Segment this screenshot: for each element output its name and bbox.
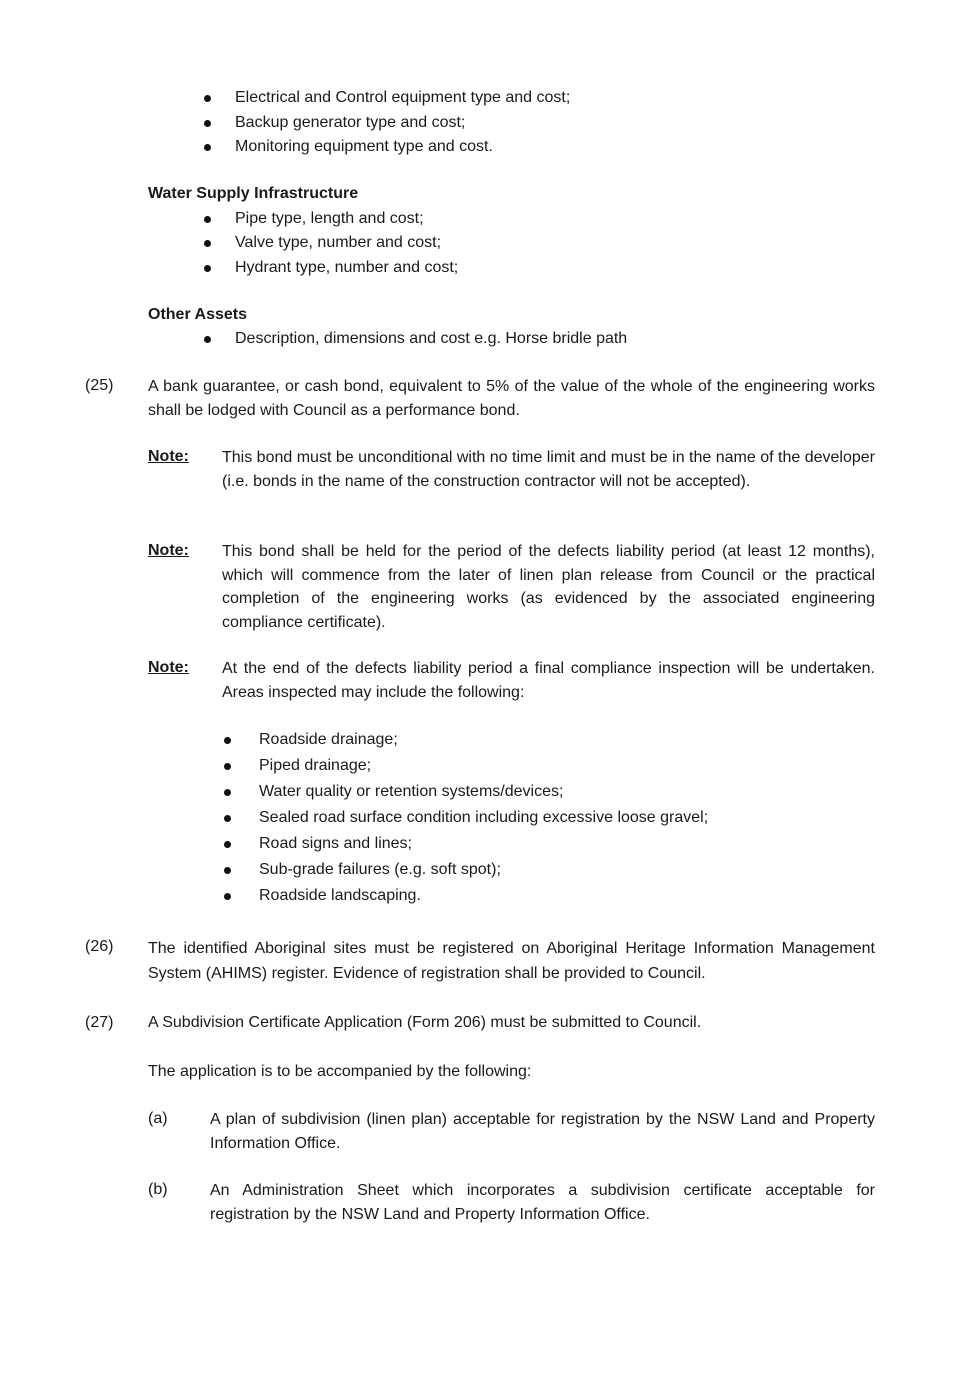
sub-item-label: (a) bbox=[148, 1110, 168, 1127]
bullet-icon bbox=[224, 841, 231, 848]
section-heading: Water Supply Infrastructure bbox=[148, 185, 359, 202]
note-label: Note: bbox=[148, 542, 189, 559]
list-item: Sub-grade failures (e.g. soft spot); bbox=[259, 861, 501, 878]
list-item: Pipe type, length and cost; bbox=[235, 210, 424, 227]
bullet-icon bbox=[204, 265, 211, 272]
list-item: Piped drainage; bbox=[259, 757, 372, 774]
list-item: Hydrant type, number and cost; bbox=[235, 259, 459, 276]
sub-item-text: A plan of subdivision (linen plan) acceptable for registration by the NSW Land and Property Information Office. bbox=[210, 1111, 875, 1152]
section-heading: Other Assets bbox=[148, 306, 247, 323]
condition-text: A bank guarantee, or cash bond, equivalent to 5% of the value of the whole of the engineering works shall be lodged with Council as a performance bond. bbox=[148, 378, 875, 419]
note-text: At the end of the defects liability period a final compliance inspection will be undertaken. Areas inspected may include the following: bbox=[222, 660, 875, 701]
condition-number: (26) bbox=[85, 938, 114, 955]
note-text: This bond must be unconditional with no time limit and must be in the name of the developer (i.e. bonds in the name of the construction contractor will not be accepted). bbox=[222, 449, 875, 490]
bullet-icon bbox=[224, 737, 231, 744]
bullet-icon bbox=[224, 815, 231, 822]
bullet-icon bbox=[204, 336, 211, 343]
note-text: This bond shall be held for the period of the defects liability period (at least 12 months), which will commence from the later of linen plan release from Council or the practical completion of the engineering works (as evidenced by the associated engineering compliance certificate). bbox=[222, 543, 875, 631]
list-item: Road signs and lines; bbox=[259, 835, 412, 852]
intro-text: The application is to be accompanied by the following: bbox=[148, 1063, 532, 1080]
bullet-icon bbox=[224, 789, 231, 796]
bullet-icon bbox=[224, 763, 231, 770]
list-item: Monitoring equipment type and cost. bbox=[235, 138, 493, 155]
bullet-icon bbox=[204, 240, 211, 247]
note-label: Note: bbox=[148, 659, 189, 676]
list-item: Roadside landscaping. bbox=[259, 887, 421, 904]
condition-text: The identified Aboriginal sites must be registered on Aboriginal Heritage Information Management System (AHIMS) register. Evidence of registration shall be provided to Council. bbox=[148, 940, 875, 982]
list-item: Valve type, number and cost; bbox=[235, 234, 442, 251]
bullet-icon bbox=[224, 867, 231, 874]
condition-number: (27) bbox=[85, 1014, 114, 1031]
sub-item-text: An Administration Sheet which incorporates a subdivision certificate acceptable for registration by the NSW Land and Property Information Office. bbox=[210, 1182, 875, 1223]
list-item: Description, dimensions and cost e.g. Horse bridle path bbox=[235, 330, 628, 347]
list-item: Electrical and Control equipment type and cost; bbox=[235, 89, 571, 106]
bullet-icon bbox=[204, 144, 211, 151]
bullet-icon bbox=[204, 216, 211, 223]
condition-text: A Subdivision Certificate Application (Form 206) must be submitted to Council. bbox=[148, 1014, 702, 1031]
list-item: Sealed road surface condition including excessive loose gravel; bbox=[259, 809, 709, 826]
list-item: Roadside drainage; bbox=[259, 731, 398, 748]
list-item: Backup generator type and cost; bbox=[235, 114, 466, 131]
bullet-icon bbox=[224, 893, 231, 900]
sub-item-label: (b) bbox=[148, 1181, 168, 1198]
bullet-icon bbox=[204, 95, 211, 102]
note-label: Note: bbox=[148, 448, 189, 465]
condition-number: (25) bbox=[85, 377, 114, 394]
bullet-icon bbox=[204, 120, 211, 127]
list-item: Water quality or retention systems/devices; bbox=[259, 783, 564, 800]
